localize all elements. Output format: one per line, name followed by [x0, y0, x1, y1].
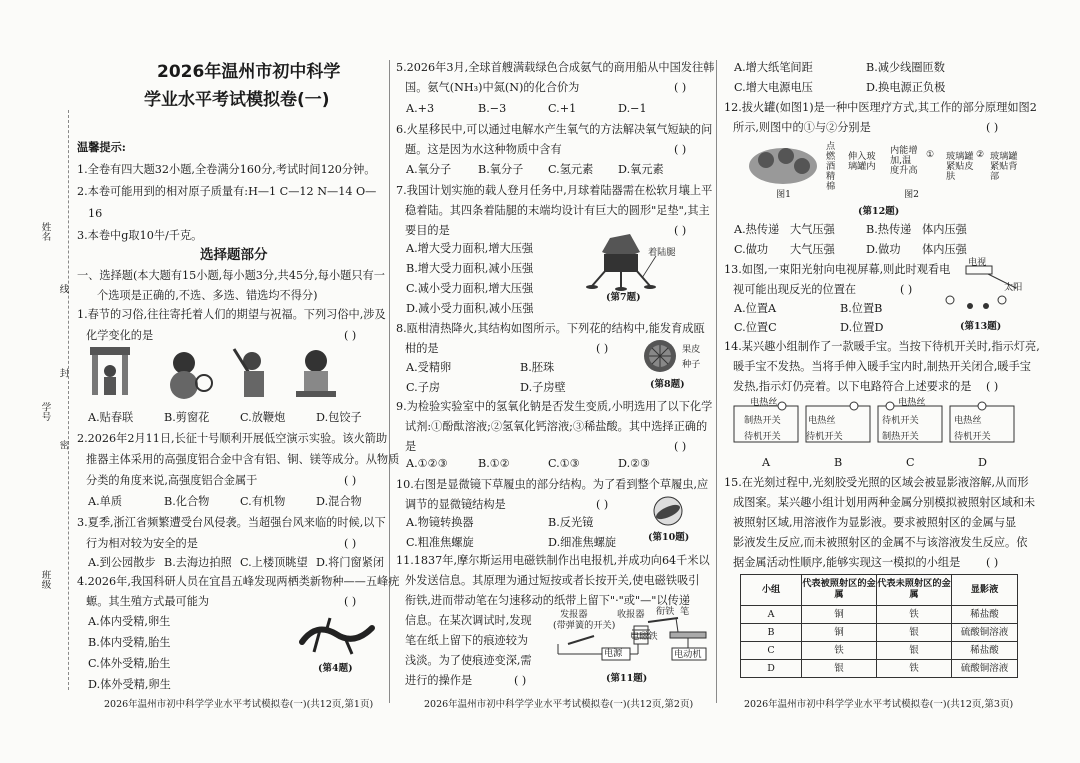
question-8-text: 柑的是 [405, 342, 439, 355]
exam-title-line1: 2026年温州市初中科学 [157, 62, 341, 82]
question-5-text: 国。氨气(NH₃)中氮(N)的化合价为 [405, 81, 580, 94]
question-9-option-c: C.①③ [548, 457, 580, 470]
table-header-cell: 显影液 [952, 575, 1018, 606]
side-label-dense: 密 [57, 440, 69, 450]
answer-bracket: ( ) [514, 674, 527, 687]
tip-line: 16 [88, 207, 103, 220]
question-11-text: 笔在纸上留下的痕迹较为 [405, 634, 529, 647]
question-9-option-a: A.①②③ [406, 457, 448, 470]
question-3-option-a: A.到公园散步 [88, 556, 156, 569]
question-1-option-b: B.剪窗花 [164, 411, 210, 424]
page-footer-1: 2026年温州市初中科学学业水平考试模拟卷(一)(共12页,第1页) [104, 699, 374, 710]
question-6-text: 6.火星移民中,可以通过电解水产生氧气的方法解决氧气短缺的问 [396, 123, 713, 136]
side-label-class: 班级 [39, 570, 51, 589]
answer-bracket: ( ) [900, 283, 913, 296]
tips-heading: 温馨提示: [77, 140, 126, 154]
question-9-text: 9.为检验实验室中的氢氧化钠是否发生变质,小明选用了以下化学 [396, 400, 713, 413]
circuit-d-heater: 电热丝 [954, 415, 982, 426]
question-7-text: 稳着陆。其四条着陆腿的末端均设计有巨大的圆形"足垫",其主 [405, 204, 710, 217]
question-4-text: 4.2026年,我国科研人员在宜昌五峰发现两栖类新物种——五峰疣 [77, 575, 400, 588]
question-1-text: 化学变化的是 [86, 329, 154, 342]
question-12-option-c-2: 大气压强 [790, 243, 835, 256]
question-11-label-power: 电源 [604, 648, 623, 659]
question-12-option-c: C.做功 [734, 243, 769, 256]
table-cell: 铁 [877, 606, 952, 624]
answer-bracket: ( ) [596, 342, 609, 355]
question-6-option-c: C.氢元素 [548, 163, 594, 176]
question-3-option-b: B.去海边拍照 [164, 556, 232, 569]
question-6-text: 题。这是因为水这种物质中含有 [405, 143, 562, 156]
question-11-text: 浅淡。为了使痕迹变深,需 [405, 654, 532, 667]
question-14-option-b: B [834, 456, 843, 469]
table-cell: 铁 [802, 642, 877, 660]
question-11-option-d: D.换电源正负极 [866, 81, 946, 94]
answer-bracket: ( ) [986, 556, 999, 569]
question-12-option-d-2: 体内压强 [922, 243, 967, 256]
question-8-text: 8.瓯柑清热降火,其结构如图所示。下列花的结构中,能发育成瓯 [396, 322, 705, 335]
question-7-figure-label: 着陆腿 [648, 247, 676, 258]
question-7-text: 要目的是 [405, 224, 450, 237]
question-14-text: 14.某兴趣小组制作了一款暖手宝。当按下待机开关时,指示灯亮, [724, 340, 1040, 353]
circuit-a-heat-switch: 制热开关 [744, 415, 781, 426]
table-row [741, 606, 1018, 624]
question-15-text: 影液发生反应,而未被照射区的金属不与该溶液发生反应。依 [733, 536, 1028, 549]
question-7-caption: (第7题) [606, 292, 641, 303]
cupping-photo [746, 140, 820, 186]
salamander-illustration [296, 612, 378, 658]
question-5-option-a: A.+3 [406, 102, 435, 115]
question-12-flow-step: 玻璃罐紧贴背部 [990, 151, 1018, 183]
question-12-option-d: D.做功 [866, 243, 901, 256]
question-11-text: 进行的操作是 [405, 674, 473, 687]
answer-bracket: ( ) [674, 81, 687, 94]
question-11-label-sender: 发报器 [560, 609, 588, 620]
question-2-text: 2.2026年2月11日,长征十号顺利开展低空演示实验。该火箭助 [77, 432, 388, 445]
question-2-option-c: C.有机物 [240, 495, 286, 508]
side-label-name: 姓名 [39, 222, 51, 241]
answer-bracket: ( ) [674, 224, 687, 237]
tip-line: 1.全卷有四大题32小题,全卷满分160分,考试时间120分钟。 [77, 163, 376, 176]
column-divider [716, 60, 717, 703]
table-cell: 银 [877, 624, 952, 642]
section-intro: 个选项是正确的,不选、多选、错选均不得分) [97, 289, 318, 302]
question-11-label-armature: 衔铁 [656, 606, 675, 617]
question-8-label-seed: 种子 [682, 359, 701, 370]
dumpling-figure [296, 350, 336, 397]
table-row [741, 660, 1018, 678]
question-12-flow-step: 点燃酒精棉 [826, 141, 836, 193]
question-3-option-c: C.上楼顶眺望 [240, 556, 308, 569]
circuit-b-heater: 电热丝 [808, 415, 836, 426]
question-3-text: 行为相对较为安全的是 [86, 537, 198, 550]
question-1-option-a: A.贴春联 [88, 411, 134, 424]
circuit-c-heater: 电热丝 [898, 397, 926, 408]
circuit-a-standby-switch: 待机开关 [744, 431, 781, 442]
question-12-text: 12.拔火罐(如图1)是一种中医理疗方式,其工作的部分原理如图2 [724, 101, 1037, 114]
question-2-text: 分类的角度来说,高强度铝合金属于 [86, 474, 258, 487]
question-7-option-b: B.增大受力面积,减小压强 [406, 262, 534, 275]
question-15-text: 15.在光刻过程中,光刻胶受光照的区域会被显影液溶解,从而形 [724, 476, 1029, 489]
papercut-figure [170, 352, 212, 399]
table-cell: 稀盐酸 [952, 642, 1018, 660]
circuit-a-heater: 电热丝 [750, 397, 778, 408]
table-header-cell: 代表被照射区的金属 [802, 575, 877, 606]
table-header-cell: 代表未照射区的金属 [877, 575, 952, 606]
question-10-text: 10.右图是显微镜下草履虫的部分结构。为了看到整个草履虫,应 [396, 478, 709, 491]
question-5-option-c: C.+1 [548, 102, 577, 115]
question-11-text: 外发送信息。其原理为通过短按或者长按开关,使电磁铁吸引 [405, 574, 700, 587]
question-11-label-receiver: 收报器 [617, 609, 645, 620]
question-13-option-a: A.位置A [734, 302, 777, 315]
question-1-option-c: C.放鞭炮 [240, 411, 286, 424]
table-cell: 银 [877, 642, 952, 660]
section-intro: 一、选择题(本大题有15小题,每小题3分,共45分,每小题只有一 [77, 269, 385, 282]
question-12-option-a: A.热传递 [734, 223, 780, 236]
question-11-label-motor: 电动机 [674, 649, 702, 660]
question-4-option-d: D.体外受精,卵生 [88, 678, 171, 691]
answer-bracket: ( ) [344, 537, 357, 550]
table-cell: C [741, 642, 802, 660]
question-10-option-d: D.细准焦螺旋 [548, 536, 617, 549]
question-8-option-d: D.子房壁 [520, 381, 566, 394]
answer-bracket: ( ) [344, 474, 357, 487]
side-label-student-no: 学号 [39, 402, 51, 421]
question-13-label-tv: 电视 [968, 257, 987, 268]
table-cell: 硫酸铜溶液 [952, 624, 1018, 642]
question-1-option-d: D.包饺子 [316, 411, 362, 424]
question-10-option-a: A.物镜转换器 [406, 516, 474, 529]
question-2-text: 推器主体采用的高强度铝合金中含有铝、铜、镁等成分。从物质 [86, 453, 400, 466]
question-14-option-d: D [978, 456, 987, 469]
question-7-option-a: A.增大受力面积,增大压强 [406, 242, 534, 255]
question-12-flow-marker-2: ② [976, 149, 985, 160]
question-7-text: 7.我国计划实施的载人登月任务中,月球着陆器需在松软月壤上平 [396, 184, 713, 197]
question-12-flow-marker-1: ① [926, 149, 935, 160]
question-10-option-c: C.粗准焦螺旋 [406, 536, 474, 549]
question-3-option-d: D.将门窗紧闭 [316, 556, 385, 569]
question-14-text: 暖手宝不发热。当将手伸入暖手宝内时,制热开关闭合,暖手宝 [733, 360, 1031, 373]
table-cell: 铜 [802, 624, 877, 642]
question-12-fig1-caption: 图1 [776, 189, 792, 200]
lunar-lander-illustration [580, 230, 680, 292]
question-13-option-d: D.位置D [840, 321, 884, 334]
firecracker-figure [234, 349, 264, 397]
question-15-table [740, 574, 1018, 678]
column-divider [389, 60, 390, 703]
question-9-text: 试剂:①酚酞溶液;②氢氧化钙溶液;③稀盐酸。其中选择正确的 [405, 420, 708, 433]
question-13-text: 13.如图,一束阳光射向电视屏幕,则此时观看电 [724, 263, 951, 276]
question-5-option-d: D.−1 [618, 102, 647, 115]
circuit-c-standby-switch: 待机开关 [882, 415, 919, 426]
question-8-caption: (第8题) [650, 379, 685, 390]
side-label-seal: 封 [57, 368, 69, 378]
orange-cross-section [642, 336, 682, 376]
question-4-option-c: C.体外受精,胎生 [88, 657, 171, 670]
tip-line: 3.本卷中g取10牛/千克。 [77, 229, 203, 242]
question-4-text: 螈。其生殖方式最可能为 [86, 595, 210, 608]
table-row [741, 624, 1018, 642]
table-header-cell: 小组 [741, 575, 802, 606]
table-header-row [741, 575, 1018, 606]
question-12-flow-step: 玻璃罐紧贴皮肤 [946, 151, 974, 183]
question-10-caption: (第10题) [648, 532, 690, 543]
question-11-text: 信息。在某次调试时,发现 [405, 614, 532, 627]
question-11-text: 衔铁,进而带动笔在匀速移动的纸带上留下"·"或"—"以传递 [405, 594, 691, 607]
question-12-option-a-2: 大气压强 [790, 223, 835, 236]
question-11-label-pen: 笔 [680, 606, 690, 617]
question-15-text: 据金属活动性顺序,能够实现这一模拟的小组是 [733, 556, 961, 569]
question-12-flow-step: 内能增加,温度升高 [890, 145, 918, 177]
page-footer-3: 2026年温州市初中科学学业水平考试模拟卷(一)(共12页,第3页) [744, 699, 1014, 710]
table-cell: 铜 [802, 606, 877, 624]
question-5-option-b: B.−3 [478, 102, 507, 115]
table-cell: D [741, 660, 802, 678]
answer-bracket: ( ) [986, 121, 999, 134]
question-11-option-b: B.减少线圈匝数 [866, 61, 945, 74]
circuit-d-standby-switch: 待机开关 [954, 431, 991, 442]
question-7-option-c: C.减小受力面积,增大压强 [406, 282, 534, 295]
question-2-option-d: D.混合物 [316, 495, 362, 508]
question-11-label-electromagnet: 电磁铁 [630, 631, 658, 642]
question-1-text: 1.春节的习俗,往往寄托着人们的期望与祝福。下列习俗中,涉及 [77, 308, 386, 321]
question-4-caption: (第4题) [318, 663, 353, 674]
answer-bracket: ( ) [674, 143, 687, 156]
answer-bracket: ( ) [674, 440, 687, 453]
circuit-b-standby-switch: 待机开关 [806, 431, 843, 442]
question-2-option-a: A.单质 [88, 495, 123, 508]
table-cell: B [741, 624, 802, 642]
question-7-option-d: D.减小受力面积,减小压强 [406, 302, 534, 315]
question-11-option-a: A.增大纸笔间距 [734, 61, 813, 74]
question-1-illustrations [84, 343, 384, 405]
answer-bracket: ( ) [596, 498, 609, 511]
answer-bracket: ( ) [344, 329, 357, 342]
question-14-option-c: C [906, 456, 915, 469]
circuit-c-heat-switch: 制热开关 [882, 431, 919, 442]
question-13-option-b: B.位置B [840, 302, 883, 315]
question-9-option-b: B.①② [478, 457, 510, 470]
question-9-text: 是 [405, 440, 417, 453]
question-11-label-spring-switch: (带弹簧的开关) [553, 620, 616, 631]
question-2-option-b: B.化合物 [164, 495, 210, 508]
question-12-flow-step: 伸入玻璃罐内 [848, 151, 876, 173]
question-4-option-a: A.体内受精,卵生 [88, 615, 171, 628]
table-cell: 稀盐酸 [952, 606, 1018, 624]
question-13-label-sun: 太阳 [1004, 282, 1023, 293]
question-13-option-c: C.位置C [734, 321, 777, 334]
question-15-text: 成图案。某兴趣小组计划用两种金属分别模拟被照射区域和未 [733, 496, 1036, 509]
table-cell: 银 [802, 660, 877, 678]
question-12-option-b: B.热传递 [866, 223, 912, 236]
table-cell: 硫酸铜溶液 [952, 660, 1018, 678]
question-14-option-a: A [762, 456, 771, 469]
question-6-option-a: A.氧分子 [406, 163, 452, 176]
question-11-caption: (第11题) [606, 673, 648, 684]
question-4-option-b: B.体内受精,胎生 [88, 636, 171, 649]
question-10-text: 调节的显微镜结构是 [405, 498, 506, 511]
exam-title-line2: 学业水平考试模拟卷(一) [144, 90, 330, 110]
table-cell: A [741, 606, 802, 624]
page-footer-2: 2026年温州市初中科学学业水平考试模拟卷(一)(共12页,第2页) [424, 699, 694, 710]
question-3-text: 3.夏季,浙江省频繁遭受台风侵袭。当超强台风来临的时候,以下 [77, 516, 386, 529]
question-12-caption: (第12题) [858, 206, 900, 217]
question-6-option-b: B.氧分子 [478, 163, 524, 176]
question-8-option-b: B.胚珠 [520, 361, 555, 374]
question-8-option-a: A.受精卵 [406, 361, 452, 374]
question-10-option-b: B.反光镜 [548, 516, 594, 529]
answer-bracket: ( ) [344, 595, 357, 608]
question-11-text: 11.1837年,摩尔斯运用电磁铁制作出电报机,并成功向64千米以 [396, 554, 710, 567]
question-5-text: 5.2026年3月,全球首艘满载绿色合成氨气的商用船从中国发往韩 [396, 61, 715, 74]
table-row [741, 642, 1018, 660]
question-9-option-d: D.②③ [618, 457, 651, 470]
section-title: 选择题部分 [200, 247, 268, 263]
side-label-line: 线 [57, 284, 69, 294]
couplet-figure [90, 347, 130, 395]
answer-bracket: ( ) [986, 380, 999, 393]
question-15-text: 被照射区域,用溶液作为显影液。要求被照射区的金属与显 [733, 516, 1017, 529]
question-12-option-b-2: 体内压强 [922, 223, 967, 236]
question-11-option-c: C.增大电源电压 [734, 81, 813, 94]
table-cell: 铁 [877, 660, 952, 678]
question-8-option-c: C.子房 [406, 381, 441, 394]
question-12-text: 所示,则图中的①与②分别是 [733, 121, 871, 134]
question-13-caption: (第13题) [960, 321, 1002, 332]
question-14-text: 发热,指示灯仍亮着。以下电路符合上述要求的是 [733, 380, 972, 393]
paramecium-illustration [646, 496, 690, 526]
question-6-option-d: D.氧元素 [618, 163, 664, 176]
question-12-fig2-caption: 图2 [904, 189, 920, 200]
tip-line: 2.本卷可能用到的相对原子质量有:H—1 C—12 N—14 O— [77, 185, 377, 198]
binding-line [68, 110, 69, 690]
question-13-text: 视可能出现反光的位置在 [733, 283, 857, 296]
question-8-label-peel: 果皮 [682, 344, 701, 355]
